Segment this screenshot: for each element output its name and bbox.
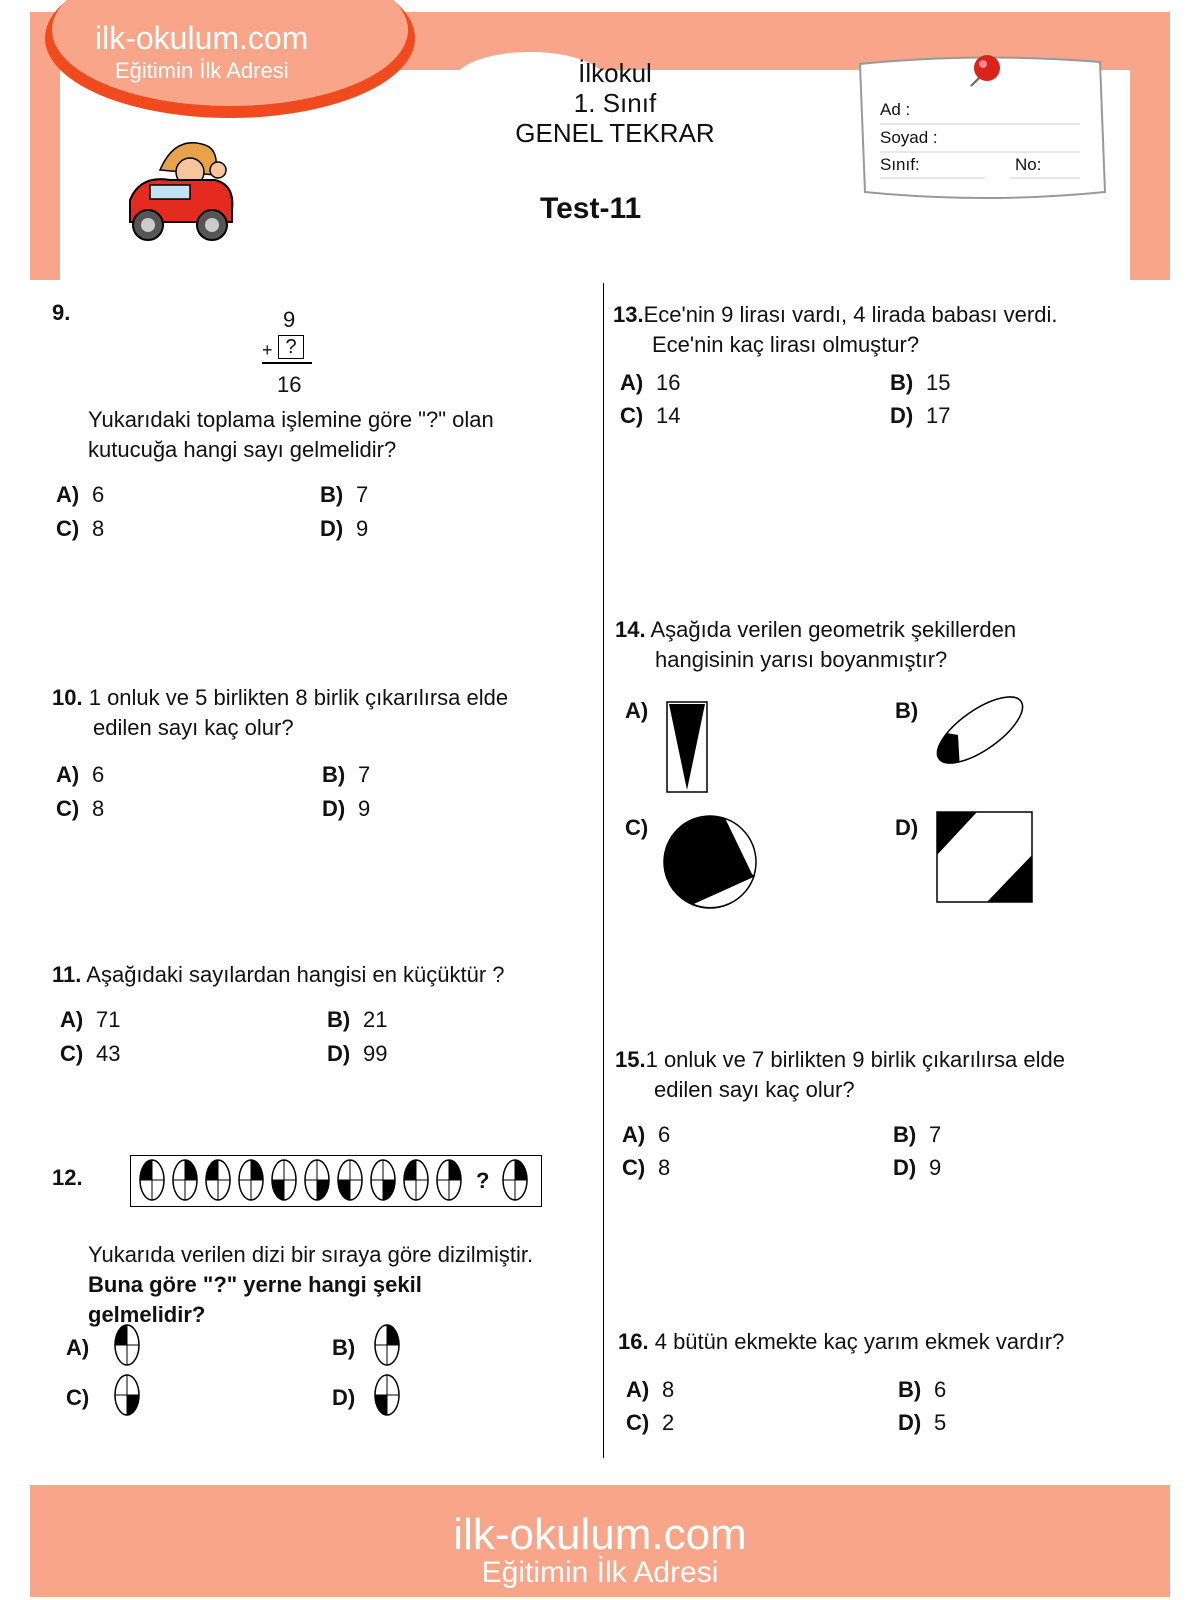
q13-text-line1	[613, 300, 1057, 330]
q16-number: 16.	[618, 1329, 649, 1354]
q14-option-b[interactable]	[895, 698, 931, 724]
cloud-text	[470, 58, 760, 148]
q11-text-line1	[52, 960, 505, 990]
q9-number: 9.	[52, 300, 71, 325]
option-label: A)	[56, 482, 80, 507]
q13-option-b[interactable]	[890, 370, 950, 396]
q14-option-c-figure	[660, 812, 760, 912]
q10-text: 1 onluk ve 5 birlikten 8 birlik çıkarılırsa elde	[88, 685, 509, 710]
footer-tagline: Eğitimin İlk Adresi	[481, 1556, 719, 1589]
q9-plus-sign: +	[262, 340, 273, 360]
option-value: 6	[92, 482, 105, 507]
q15-option-c[interactable]	[622, 1155, 670, 1181]
seq-shape-2	[173, 1160, 197, 1200]
option-value: 8	[92, 796, 105, 821]
cartoon-car-illustration	[120, 130, 240, 250]
q12-text-line3: gelmelidir?	[88, 1302, 206, 1327]
q16-option-c[interactable]	[626, 1410, 674, 1436]
option-label: C)	[622, 1155, 646, 1180]
q12-option-a[interactable]	[66, 1335, 102, 1361]
pushpin-icon	[965, 50, 1005, 90]
q9-result: 16	[277, 372, 302, 397]
option-label: C)	[620, 403, 644, 428]
option-value: 8	[658, 1155, 671, 1180]
option-value: 99	[363, 1041, 388, 1066]
seq-shape-1	[140, 1160, 164, 1200]
option-value: 17	[926, 403, 951, 428]
q12-number: 12.	[52, 1165, 83, 1190]
q10-option-c[interactable]	[56, 796, 104, 822]
q15-option-b[interactable]	[893, 1122, 941, 1148]
q16-text: 4 bütün ekmekte kaç yarım ekmek vardır?	[654, 1329, 1065, 1354]
q9-question-box: ?	[278, 335, 304, 359]
q10-option-d[interactable]	[322, 796, 370, 822]
option-label: D)	[322, 796, 346, 821]
q11-option-b[interactable]	[327, 1007, 387, 1033]
option-value: 2	[662, 1410, 675, 1435]
option-label: B)	[332, 1335, 356, 1360]
option-label: A)	[625, 698, 649, 723]
option-value: 15	[926, 370, 951, 395]
option-value: 8	[662, 1377, 675, 1402]
q9-sum-line	[262, 362, 312, 364]
q11-option-a[interactable]	[60, 1007, 120, 1033]
q16-option-b[interactable]	[898, 1377, 946, 1403]
q14-number: 14.	[615, 617, 646, 642]
q14-option-a[interactable]	[625, 698, 661, 724]
option-label: C)	[66, 1385, 90, 1410]
q15-text-line2: edilen sayı kaç olur?	[654, 1077, 855, 1102]
q12-text-line1: Yukarıda verilen dizi bir sıraya göre dizilmiştir.	[88, 1242, 534, 1267]
q9-text-line1: Yukarıdaki toplama işlemine göre "?" olan	[88, 407, 494, 432]
option-value: 6	[934, 1377, 947, 1402]
option-label: D)	[898, 1410, 922, 1435]
q14-option-d[interactable]	[895, 815, 931, 841]
seq-shape-3	[206, 1160, 230, 1200]
seq-shape-4	[239, 1160, 263, 1200]
option-label: A)	[626, 1377, 650, 1402]
q9-top-number: 9	[283, 307, 296, 332]
test-title: Test-11	[540, 192, 642, 225]
option-label: D)	[893, 1155, 917, 1180]
q15-option-d[interactable]	[893, 1155, 941, 1181]
q12-option-a-figure	[112, 1323, 142, 1367]
q16-option-a[interactable]	[626, 1377, 674, 1403]
q14-text: Aşağıda verilen geometrik şekillerden	[650, 617, 1017, 642]
option-label: D)	[327, 1041, 351, 1066]
q12-text-line2: Buna göre "?" yerne hangi şekil	[88, 1272, 422, 1297]
q10-option-a[interactable]	[56, 762, 104, 788]
option-label: D)	[895, 815, 919, 840]
q13-number: 13.	[613, 302, 644, 327]
option-label: C)	[56, 796, 80, 821]
q14-option-a-figure	[665, 700, 710, 795]
q13-text: Ece'nin 9 lirası vardı, 4 lirada babası verdi.	[643, 302, 1058, 327]
q13-option-c[interactable]	[620, 403, 680, 429]
q10-option-b[interactable]	[322, 762, 370, 788]
option-label: B)	[320, 482, 344, 507]
q14-text-line1	[615, 615, 1016, 645]
logo-tagline: Eğitimin İlk Adresi	[115, 58, 289, 83]
option-label: A)	[620, 370, 644, 395]
q12-sequence-question-mark: ?	[476, 1168, 490, 1193]
q12-option-d-figure	[372, 1373, 402, 1417]
q12-option-b-figure	[372, 1323, 402, 1367]
cloud-line-school: İlkokul	[578, 58, 652, 88]
option-label: B)	[898, 1377, 922, 1402]
option-value: 8	[92, 516, 105, 541]
option-value: 43	[96, 1041, 121, 1066]
q10-text-line2: edilen sayı kaç olur?	[93, 715, 294, 740]
q14-option-b-figure	[930, 690, 1030, 770]
q11-number: 11.	[52, 962, 82, 987]
q14-option-c[interactable]	[625, 815, 661, 841]
card-no-label: No:	[1015, 155, 1042, 174]
q9-option-d[interactable]	[320, 516, 368, 542]
q9-option-b[interactable]	[320, 482, 368, 508]
q15-text-line1	[615, 1045, 1065, 1075]
option-label: A)	[60, 1007, 84, 1032]
column-divider	[603, 283, 604, 1458]
q16-text-line1	[618, 1327, 1064, 1357]
option-value: 71	[96, 1007, 121, 1032]
q16-option-d[interactable]	[898, 1410, 946, 1436]
seq-shape-10	[437, 1160, 461, 1200]
q14-text-line2: hangisinin yarısı boyanmıştır?	[655, 647, 948, 672]
option-label: C)	[60, 1041, 84, 1066]
q15-option-a[interactable]	[622, 1122, 670, 1148]
q13-option-a[interactable]	[620, 370, 680, 396]
card-soyad-label: Soyad :	[880, 128, 938, 147]
q10-number: 10.	[52, 685, 83, 710]
option-value: 9	[356, 516, 369, 541]
option-value: 6	[92, 762, 105, 787]
seq-shape-8	[371, 1160, 395, 1200]
cloud-line-grade: 1. Sınıf	[573, 88, 657, 118]
card-sinif-label: Sınıf:	[880, 155, 920, 174]
option-label: B)	[327, 1007, 351, 1032]
cloud-line-title: GENEL TEKRAR	[515, 118, 715, 148]
option-value: 7	[929, 1122, 942, 1147]
option-label: B)	[890, 370, 914, 395]
q11-text: Aşağıdaki sayılardan hangisi en küçüktür ?	[86, 962, 505, 987]
option-value: 5	[934, 1410, 947, 1435]
option-value: 9	[358, 796, 371, 821]
option-label: A)	[56, 762, 80, 787]
option-value: 6	[658, 1122, 671, 1147]
option-label: C)	[56, 516, 80, 541]
option-label: D)	[320, 516, 344, 541]
q12-option-d[interactable]	[332, 1385, 368, 1411]
seq-shape-7	[338, 1160, 362, 1200]
q10-text-line1	[52, 683, 508, 713]
option-label: B)	[895, 698, 919, 723]
q15-number: 15.	[615, 1047, 646, 1072]
option-label: A)	[66, 1335, 90, 1360]
option-label: B)	[893, 1122, 917, 1147]
q12-option-c-figure	[112, 1373, 142, 1417]
seq-shape-last	[503, 1160, 527, 1200]
seq-shape-9	[404, 1160, 428, 1200]
seq-shape-6	[305, 1160, 329, 1200]
q15-text: 1 onluk ve 7 birlikten 9 birlik çıkarılırsa elde	[645, 1047, 1066, 1072]
option-value: 9	[929, 1155, 942, 1180]
footer-site-text[interactable]: ilk-okulum.com	[453, 1510, 747, 1559]
q13-text-line2: Ece'nin kaç lirası olmuştur?	[652, 332, 920, 357]
option-value: 7	[358, 762, 371, 787]
option-label: C)	[625, 815, 649, 840]
option-label: B)	[322, 762, 346, 787]
option-value: 7	[356, 482, 369, 507]
option-value: 16	[656, 370, 681, 395]
q11-option-c[interactable]	[60, 1041, 120, 1067]
option-label: D)	[890, 403, 914, 428]
option-label: C)	[626, 1410, 650, 1435]
seq-shape-5	[272, 1160, 296, 1200]
q9-option-c[interactable]	[56, 516, 104, 542]
q13-option-d[interactable]	[890, 403, 950, 429]
q12-option-b[interactable]	[332, 1335, 368, 1361]
option-label: A)	[622, 1122, 646, 1147]
q9-option-a[interactable]	[56, 482, 104, 508]
q12-option-c[interactable]	[66, 1385, 102, 1411]
option-value: 14	[656, 403, 681, 428]
q11-option-d[interactable]	[327, 1041, 387, 1067]
option-label: D)	[332, 1385, 356, 1410]
q9-text-line2: kutucuğa hangi sayı gelmelidir?	[88, 437, 397, 462]
q14-option-d-figure	[935, 810, 1035, 905]
card-ad-label: Ad :	[880, 100, 911, 119]
option-value: 21	[363, 1007, 388, 1032]
logo-site-text[interactable]: ilk-okulum.com	[95, 20, 309, 56]
